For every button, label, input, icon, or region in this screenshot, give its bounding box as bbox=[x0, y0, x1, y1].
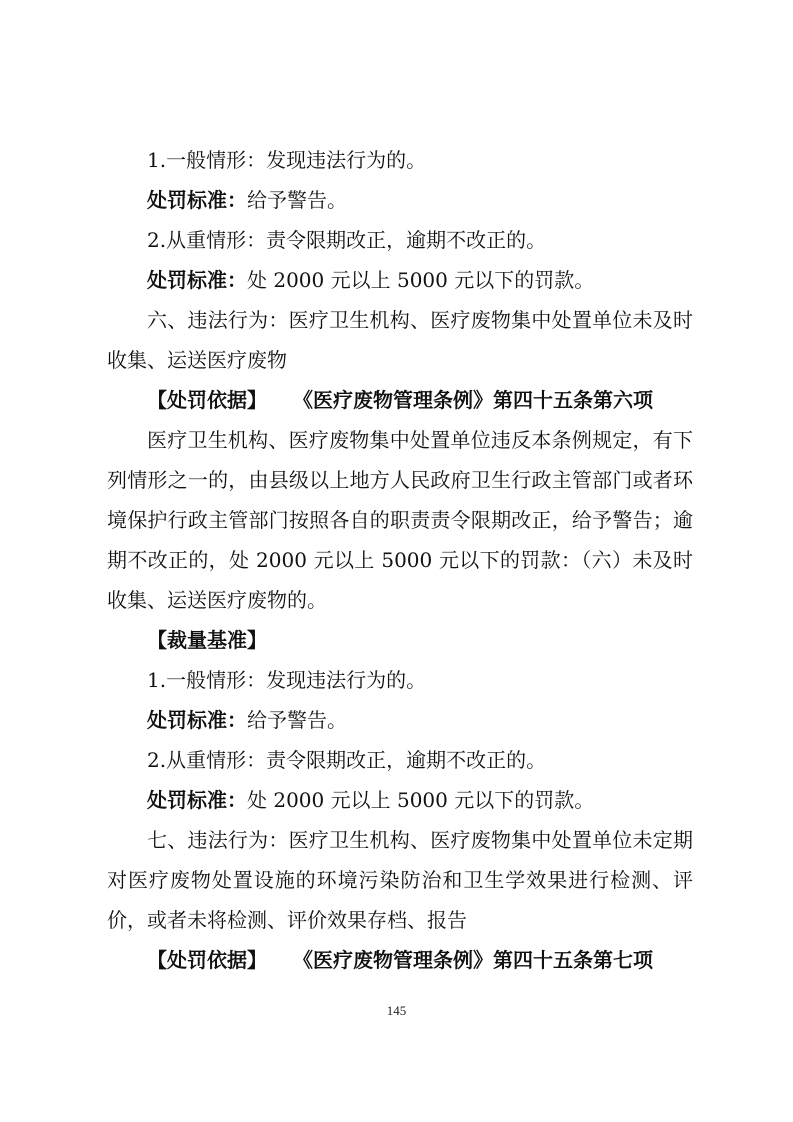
basis-text: 《医疗废物管理条例》第四十五条第六项 bbox=[293, 388, 653, 412]
label: 处罚标准： bbox=[147, 268, 247, 292]
penalty-standard bbox=[107, 260, 693, 300]
text: 责令限期改正，逾期不改正的。 bbox=[266, 748, 547, 772]
basis-text: 《医疗废物管理条例》第四十五条第七项 bbox=[293, 948, 653, 972]
label: 2.从重情形： bbox=[147, 228, 267, 252]
page-number: 145 bbox=[386, 1003, 407, 1018]
situation-general bbox=[107, 140, 693, 180]
section-6-basis bbox=[107, 380, 693, 420]
label: 1.一般情形： bbox=[147, 668, 267, 692]
document-body bbox=[107, 140, 693, 980]
section-6-standard-heading: 【裁量基准】 bbox=[147, 628, 267, 652]
text: 发现违法行为的。 bbox=[266, 668, 427, 692]
basis-label: 【处罚依据】 bbox=[147, 948, 267, 972]
penalty-standard bbox=[107, 700, 693, 740]
basis-label: 【处罚依据】 bbox=[147, 388, 267, 412]
section-6-title: 六、违法行为：医疗卫生机构、医疗废物集中处置单位未及时收集、运送医疗废物 bbox=[107, 308, 693, 372]
label: 处罚标准： bbox=[147, 708, 247, 732]
text: 处 2000 元以上 5000 元以下的罚款。 bbox=[247, 268, 595, 292]
situation-aggravated bbox=[107, 220, 693, 260]
text: 给予警告。 bbox=[247, 708, 347, 732]
label: 处罚标准： bbox=[147, 188, 247, 212]
text: 处 2000 元以上 5000 元以下的罚款。 bbox=[247, 788, 595, 812]
text: 给予警告。 bbox=[247, 188, 347, 212]
situation-aggravated bbox=[107, 740, 693, 780]
section-7-title: 七、违法行为：医疗卫生机构、医疗废物集中处置单位未定期对医疗废物处置设施的环境污染防治和卫生学效果进行检测、评价，或者未将检测、评价效果存档、报告 bbox=[107, 828, 693, 932]
label: 2.从重情形： bbox=[147, 748, 267, 772]
penalty-standard bbox=[107, 180, 693, 220]
situation-general bbox=[107, 660, 693, 700]
text: 责令限期改正，逾期不改正的。 bbox=[266, 228, 547, 252]
section-7-basis bbox=[107, 940, 693, 980]
label: 处罚标准： bbox=[147, 788, 247, 812]
text: 发现违法行为的。 bbox=[266, 148, 427, 172]
label: 1.一般情形： bbox=[147, 148, 267, 172]
penalty-standard bbox=[107, 780, 693, 820]
section-6-body: 医疗卫生机构、医疗废物集中处置单位违反本条例规定，有下列情形之一的，由县级以上地方人民政府卫生行政主管部门或者环境保护行政主管部门按照各自的职责责令限期改正，给予警告；逾期不改正的，处 2000 元以上 5000 元以下的罚款：（六）未及时收集、运送医疗废物的。 bbox=[107, 428, 693, 612]
